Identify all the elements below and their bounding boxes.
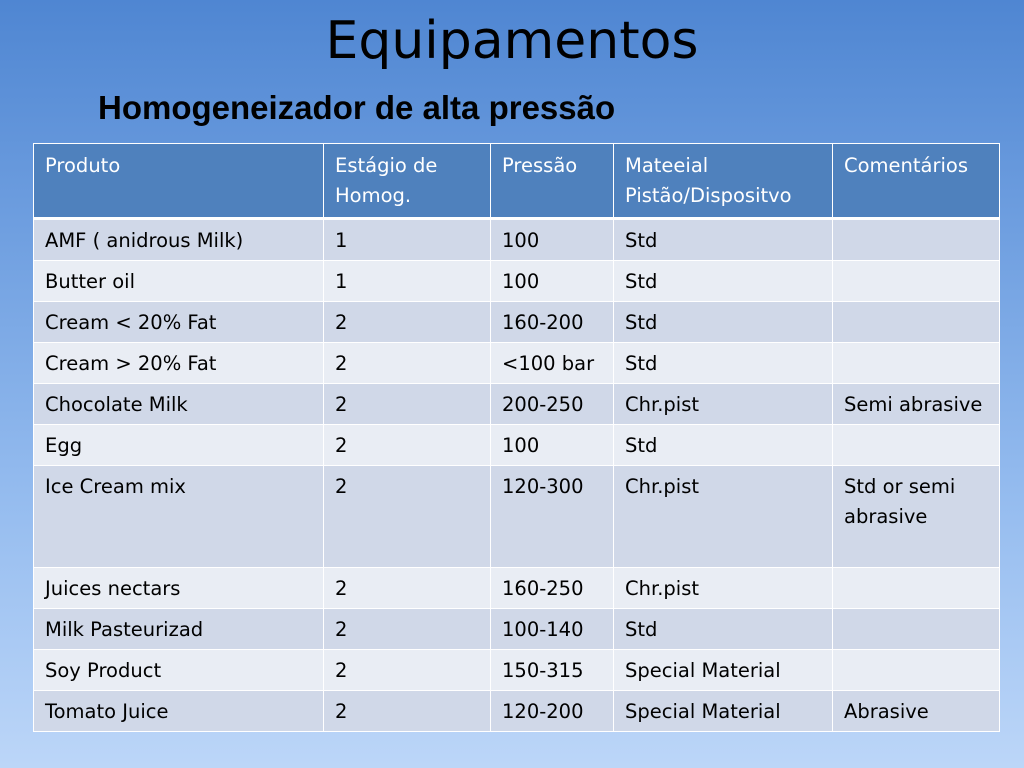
cell-comentarios xyxy=(833,609,1000,650)
cell-produto: AMF ( anidrous Milk) xyxy=(34,219,324,261)
cell-material: Chr.pist xyxy=(614,568,833,609)
cell-pressao: 100 xyxy=(491,219,614,261)
cell-material: Std xyxy=(614,219,833,261)
cell-pressao: 120-200 xyxy=(491,691,614,732)
cell-comentarios xyxy=(833,302,1000,343)
cell-material: Special Material xyxy=(614,650,833,691)
cell-comentarios xyxy=(833,219,1000,261)
table-row xyxy=(34,466,1000,568)
cell-produto: Tomato Juice xyxy=(34,691,324,732)
cell-pressao: 160-250 xyxy=(491,568,614,609)
cell-produto: Soy Product xyxy=(34,650,324,691)
cell-produto: Cream < 20% Fat xyxy=(34,302,324,343)
cell-produto: Juices nectars xyxy=(34,568,324,609)
cell-material: Std xyxy=(614,425,833,466)
table-row xyxy=(34,691,1000,732)
cell-pressao: 100-140 xyxy=(491,609,614,650)
table-row xyxy=(34,343,1000,384)
header-material: Mateeial Pistão/Dispositvo xyxy=(614,144,833,219)
header-produto: Produto xyxy=(34,144,324,219)
cell-pressao: 120-300 xyxy=(491,466,614,568)
cell-material: Std xyxy=(614,261,833,302)
table-row xyxy=(34,384,1000,425)
cell-comentarios: Abrasive xyxy=(833,691,1000,732)
equipment-table xyxy=(33,143,1000,732)
cell-estagio: 2 xyxy=(324,343,491,384)
cell-comentarios: Std or semi abrasive xyxy=(833,466,1000,568)
cell-estagio: 1 xyxy=(324,219,491,261)
table-row xyxy=(34,650,1000,691)
cell-produto: Ice Cream mix xyxy=(34,466,324,568)
cell-estagio: 2 xyxy=(324,650,491,691)
cell-comentarios: Semi abrasive xyxy=(833,384,1000,425)
cell-comentarios xyxy=(833,343,1000,384)
cell-comentarios xyxy=(833,425,1000,466)
header-comentarios: Comentários xyxy=(833,144,1000,219)
cell-produto: Milk Pasteurizad xyxy=(34,609,324,650)
table-row xyxy=(34,609,1000,650)
table-row xyxy=(34,261,1000,302)
cell-material: Std xyxy=(614,343,833,384)
cell-estagio: 2 xyxy=(324,568,491,609)
cell-pressao: 150-315 xyxy=(491,650,614,691)
cell-comentarios xyxy=(833,568,1000,609)
cell-material: Std xyxy=(614,609,833,650)
slide-subtitle: Homogeneizador de alta pressão xyxy=(98,89,616,126)
cell-material: Chr.pist xyxy=(614,466,833,568)
cell-estagio: 1 xyxy=(324,261,491,302)
cell-material: Chr.pist xyxy=(614,384,833,425)
table-row xyxy=(34,302,1000,343)
table-header-row xyxy=(34,144,1000,219)
cell-produto: Chocolate Milk xyxy=(34,384,324,425)
cell-material: Std xyxy=(614,302,833,343)
slide-title: Equipamentos xyxy=(325,11,699,71)
cell-produto: Cream > 20% Fat xyxy=(34,343,324,384)
cell-estagio: 2 xyxy=(324,609,491,650)
cell-estagio: 2 xyxy=(324,425,491,466)
table-row xyxy=(34,425,1000,466)
cell-comentarios xyxy=(833,650,1000,691)
cell-pressao: 200-250 xyxy=(491,384,614,425)
cell-pressao: 160-200 xyxy=(491,302,614,343)
cell-estagio: 2 xyxy=(324,691,491,732)
header-pressao: Pressão xyxy=(491,144,614,219)
cell-estagio: 2 xyxy=(324,302,491,343)
cell-estagio: 2 xyxy=(324,384,491,425)
cell-pressao: 100 xyxy=(491,425,614,466)
header-estagio: Estágio de Homog. xyxy=(324,144,491,219)
cell-pressao: 100 xyxy=(491,261,614,302)
table-row xyxy=(34,219,1000,261)
cell-comentarios xyxy=(833,261,1000,302)
cell-estagio: 2 xyxy=(324,466,491,568)
table-row xyxy=(34,568,1000,609)
cell-produto: Egg xyxy=(34,425,324,466)
cell-pressao: <100 bar xyxy=(491,343,614,384)
cell-produto: Butter oil xyxy=(34,261,324,302)
cell-material: Special Material xyxy=(614,691,833,732)
